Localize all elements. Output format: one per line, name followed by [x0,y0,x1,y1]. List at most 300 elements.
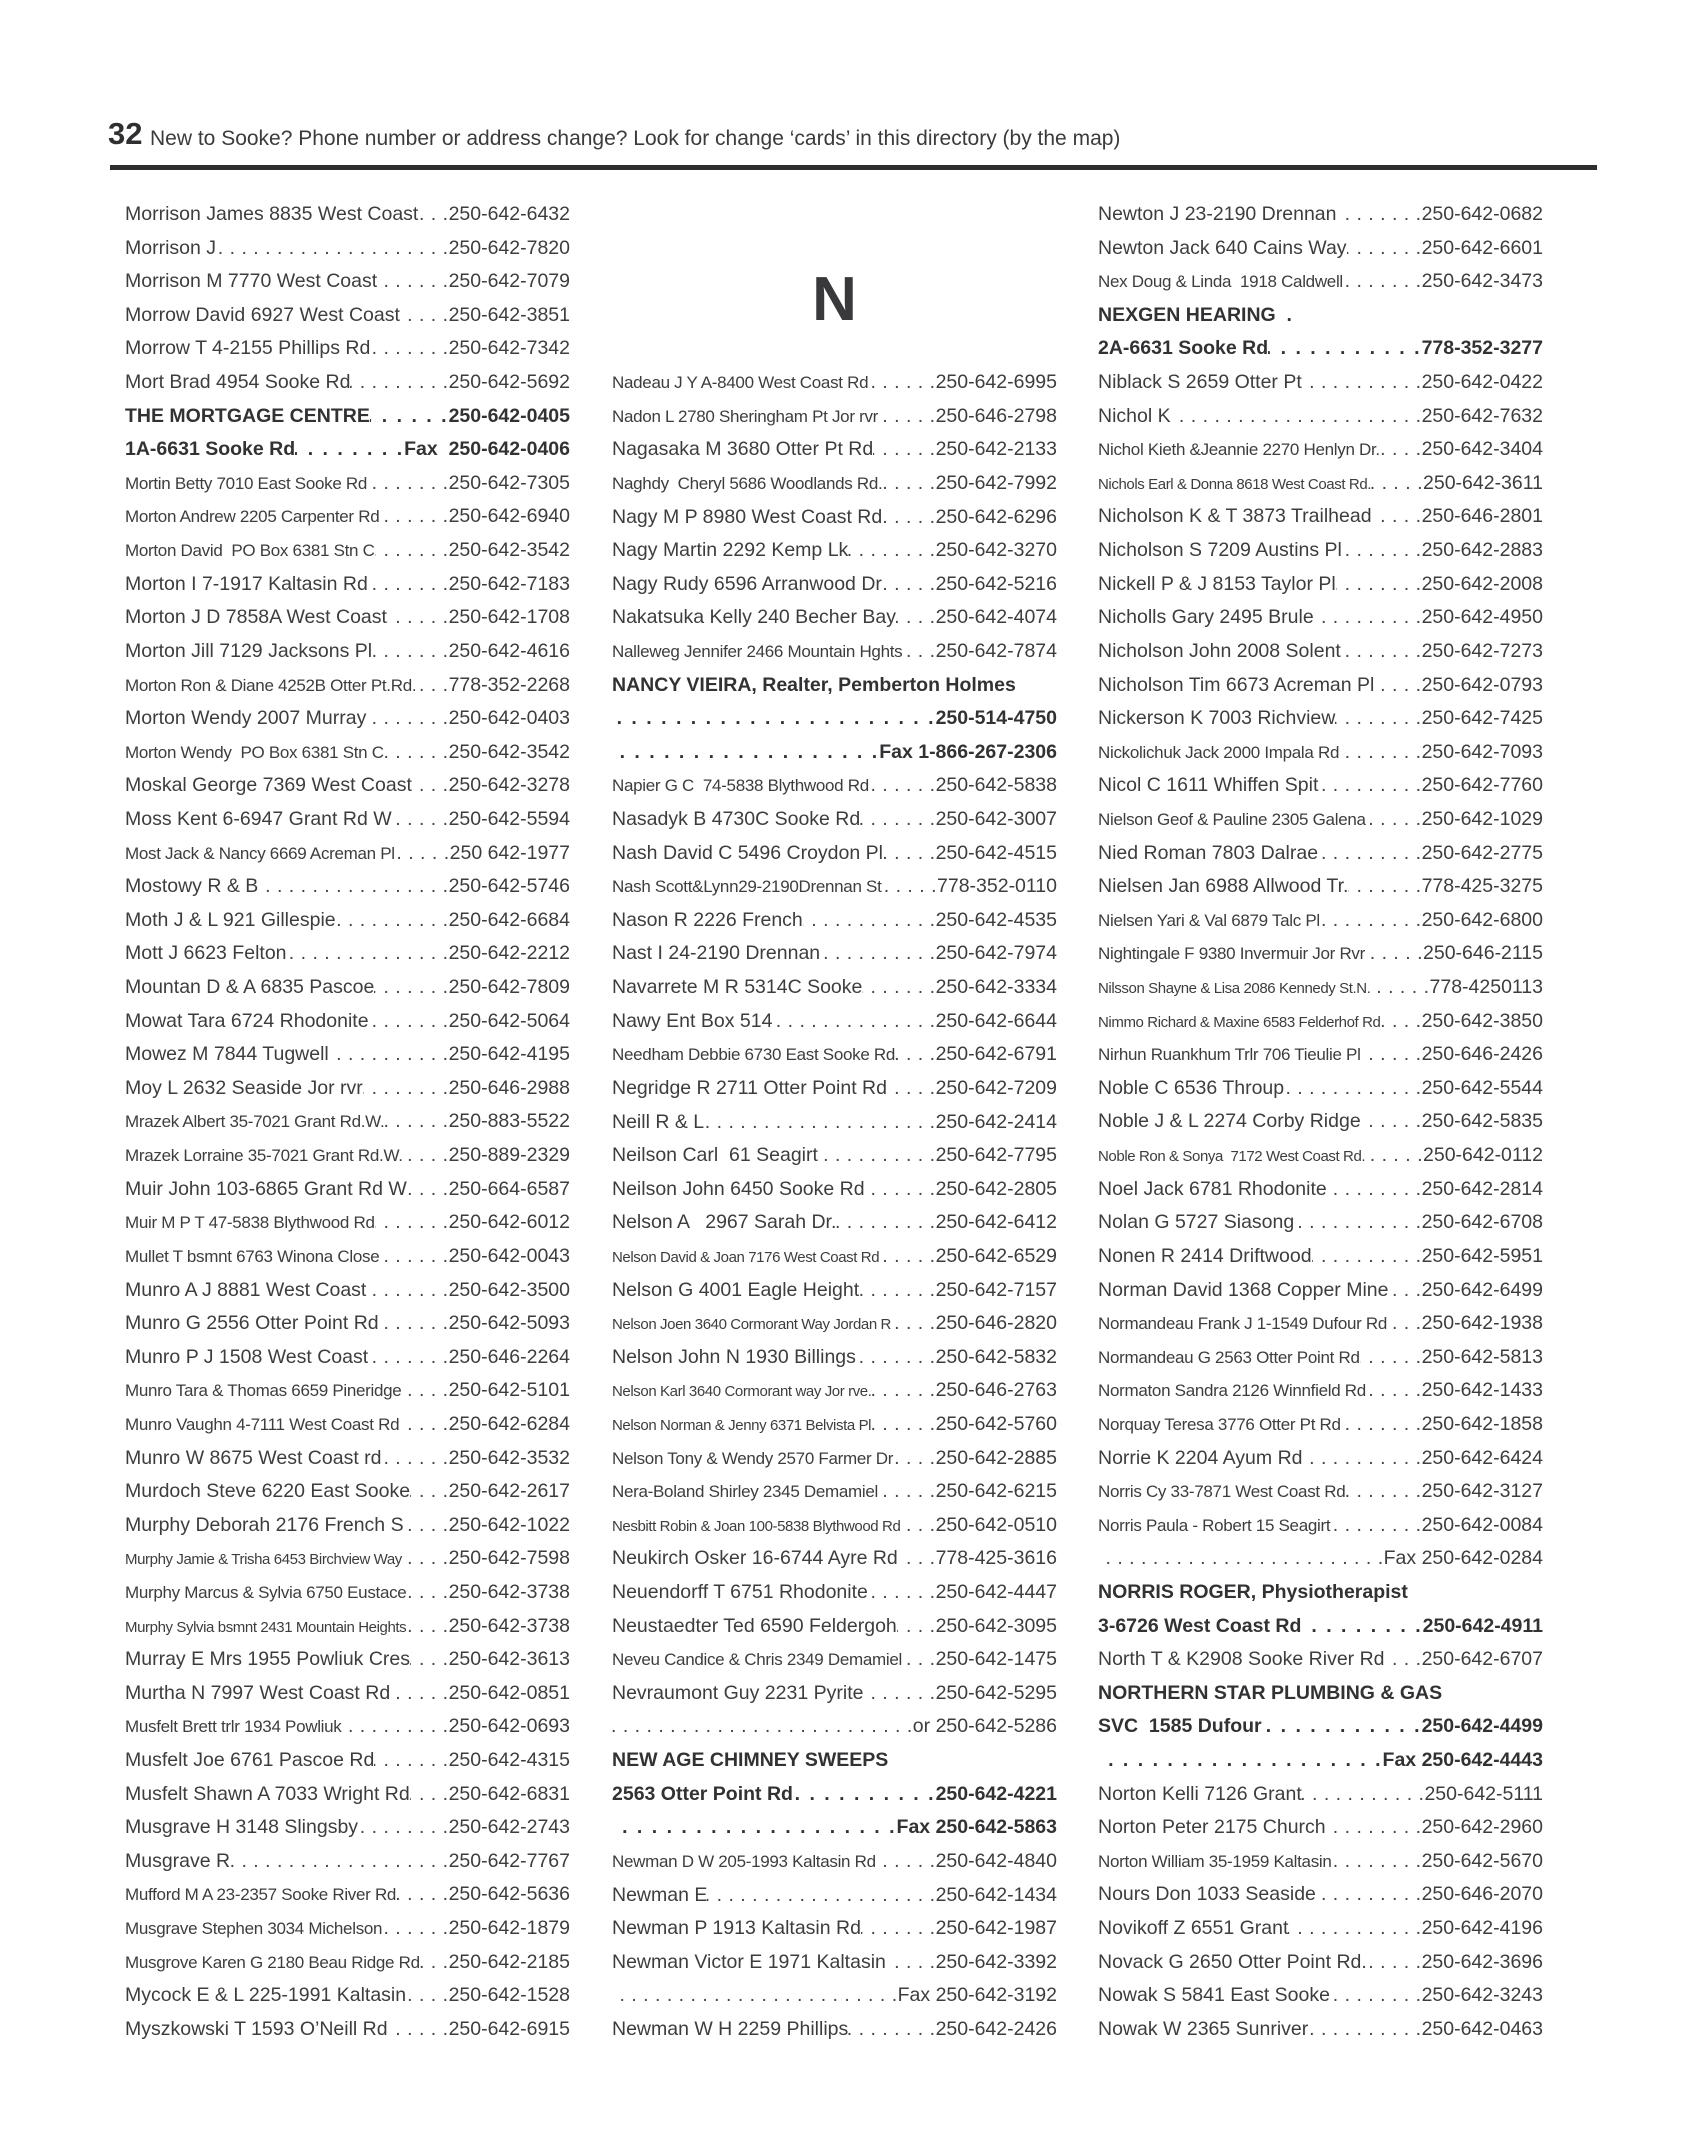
entry-name: 3-6726 West Coast Rd [1098,1614,1302,1637]
entry-name: Nightingale F 9380 Invermuir Jor Rvr [1098,944,1365,964]
dot-leader [882,875,937,898]
entry-phone: 250-642-0510 [935,1513,1057,1536]
entry-phone: 250-642-0112 [1423,1144,1543,1167]
directory-entry [125,337,570,371]
directory-entry [612,1144,1057,1178]
directory-entry [1098,808,1543,842]
directory-entry [612,875,1057,909]
entry-name: Mrazek Lorraine 35-7021 Grant Rd.W. [125,1146,403,1166]
entry-phone: 250-642-6215 [935,1480,1057,1503]
directory-entry [1098,1917,1543,1951]
directory-entry [125,539,570,573]
entry-phone: 250-642-1858 [1421,1412,1543,1435]
entry-phone: 250-642-3392 [935,1950,1057,1973]
dot-leader [367,472,449,495]
entry-phone: 250-642-2426 [935,2017,1057,2040]
entry-phone: 250-642-5064 [448,1009,570,1032]
directory-entry [612,808,1057,842]
directory-entry [125,1144,570,1178]
entry-name: Nickerson K 7003 Richview [1098,707,1336,730]
business-heading [612,674,1057,708]
entry-name: Muir M P T 47-5838 Blythwood Rd [125,1213,375,1233]
dot-leader [861,1917,936,1940]
entry-phone: 250-664-6587 [448,1177,570,1200]
entry-name: Mountan D & A 6835 Pascoe [125,976,375,999]
entry-phone: 250-642-3500 [448,1278,570,1301]
entry-phone: 250-642-1475 [935,1648,1057,1671]
directory-entry [612,1211,1057,1245]
dot-leader [370,337,448,360]
directory-entry [612,1312,1057,1346]
entry-phone: 250-642-4196 [1421,1917,1543,1940]
directory-entry [125,1850,570,1884]
entry-phone: 250-642-3851 [448,303,570,326]
entry-name: Morton Jill 7129 Jacksons Pl [125,639,373,662]
directory-entry [1098,237,1543,271]
entry-phone: 250-646-2820 [935,1312,1057,1335]
directory-entry [125,808,570,842]
page-number: 32 [108,116,143,151]
entry-phone: 250-642-6791 [935,1043,1057,1066]
entry-phone: 250-642-2814 [1421,1177,1543,1200]
directory-entry [125,371,570,405]
directory-entry [612,1480,1057,1514]
phone-continuation [612,1715,1057,1749]
dot-leader [379,1312,449,1335]
dot-leader [336,909,449,932]
directory-entry [612,1245,1057,1279]
dot-leader [1380,1010,1421,1033]
entry-phone: 250-642-2883 [1421,539,1543,562]
directory-entry [612,909,1057,943]
entry-phone: 250-883-5522 [448,1110,570,1133]
entry-name: Musgrove Karen G 2180 Beau Ridge Rd [125,1952,420,1972]
entry-phone: 250-642-3532 [448,1446,570,1469]
directory-entry [1098,573,1543,607]
entry-name: Noble C 6536 Throup [1098,1076,1285,1099]
entry-name: Nadeau J Y A-8400 West Coast Rd [612,373,869,393]
directory-entry [125,707,570,741]
directory-entry [125,1379,570,1413]
entry-name: Morrow T 4-2155 Phillips Rd [125,337,371,360]
entry-phone: 250-642-1879 [448,1917,570,1940]
dot-leader [883,842,936,865]
entry-phone: 250-642-0403 [448,707,570,730]
directory-entry [1098,1816,1543,1850]
directory-entry [612,573,1057,607]
directory-entry [1098,640,1543,674]
entry-name: Nielsen Jan 6988 Allwood Tr. [1098,875,1349,898]
dot-leader [1171,405,1422,428]
directory-entry [1098,505,1543,539]
directory-entry [612,1648,1057,1682]
directory-entry [612,472,1057,506]
directory-entry [1098,1110,1543,1144]
directory-entry [125,270,570,304]
dot-leader [374,976,448,999]
dot-leader [396,1883,448,1906]
directory-entry [612,1010,1057,1044]
entry-name: Nimmo Richard & Maxine 6583 Felderhof Rd [1098,1013,1381,1031]
directory-entry [125,1211,570,1245]
entry-name: Murphy Sylvia bsmnt 2431 Mountain Heights [125,1618,407,1636]
directory-entry [125,1816,570,1850]
dot-leader [869,774,936,797]
entry-phone: 250-642-2212 [448,942,570,965]
dot-leader [882,573,936,596]
dot-leader [612,1715,913,1738]
entry-name: Nash David C 5496 Croydon Pl [612,841,883,864]
dot-leader [382,1917,448,1940]
entry-name: Mostowy R & B [125,875,259,898]
directory-entry [612,371,1057,405]
entry-name: Newman Victor E 1971 Kaltasin [612,1950,886,1973]
entry-name: Nadon L 2780 Sheringham Pt Jor rvr [612,406,879,426]
entry-phone: 250-642-7305 [448,471,570,494]
entry-phone: 250-642-6684 [448,908,570,931]
entry-phone: 250-642-7598 [448,1547,570,1570]
dot-leader [865,1178,936,1201]
dot-leader [420,1951,449,1974]
entry-phone: 250-642-4221 [935,1782,1057,1805]
entry-name: Murtha N 7997 West Coast Rd [125,1681,391,1704]
directory-entry [125,942,570,976]
directory-entry [612,1917,1057,1951]
entry-name: Newman E [612,1883,708,1906]
entry-phone: 250-642-5832 [935,1345,1057,1368]
dot-leader [410,1648,449,1671]
entry-name: Munro W 8675 West Coast rd [125,1446,382,1469]
business-heading [1098,1581,1543,1615]
entry-name: Nirhun Ruankhum Trlr 706 Tieulie Pl [1098,1045,1361,1065]
dot-leader [1372,505,1422,528]
entry-name: Nagy Rudy 6596 Arranwood Dr [612,572,882,595]
dot-leader [1365,1144,1423,1167]
phone-prefix: Fax [896,1816,936,1839]
entry-name: 2563 Otter Point Rd [612,1782,793,1805]
dot-leader [1347,237,1422,260]
entry-phone: 250-642-2885 [935,1446,1057,1469]
dot-leader [612,1816,897,1839]
directory-entry [612,506,1057,540]
entry-phone: 250-642-3850 [1421,1009,1543,1032]
dot-leader [1098,1749,1383,1772]
entry-phone: 250-642-5111 [1424,1782,1543,1805]
entry-phone: 250-642-1708 [448,606,570,629]
dot-leader [879,1245,935,1268]
entry-name: Munro Tara & Thomas 6659 Pineridge [125,1381,402,1401]
entry-phone: 250-642-0693 [448,1715,570,1738]
entry-phone: 250-646-2115 [1423,942,1543,965]
entry-phone: 250-642-0406 [448,438,570,461]
entry-name: Nelson Norman & Jenny 6371 Belvista Pl [612,1416,872,1434]
entry-phone: 778-352-3277 [1421,337,1543,360]
dot-leader [1303,1447,1422,1470]
dot-leader [1341,640,1422,663]
entry-name: Murphy Marcus & Sylvia 6750 Eustace [125,1582,407,1602]
dot-leader [1342,539,1422,562]
directory-entry [1098,1346,1543,1380]
directory-entry [125,2018,570,2052]
directory-entry [125,842,570,876]
dot-leader [848,539,935,562]
entry-phone: 250-642-7157 [935,1278,1057,1301]
entry-name: North T & K2908 Sooke River Rd [1098,1648,1385,1671]
entry-phone: 778-425-3616 [935,1547,1057,1570]
entry-name: Mort Brad 4954 Sooke Rd [125,371,351,394]
directory-entry [612,438,1057,472]
dot-leader [372,640,448,663]
entry-phone: 250-642-7767 [448,1849,570,1872]
entry-phone: 250-642-4443 [1421,1749,1543,1772]
entry-phone: 250-642-6499 [1421,1278,1543,1301]
directory-entry [612,1850,1057,1884]
entry-phone: 250-642-1434 [935,1883,1057,1906]
dot-leader [860,808,935,831]
directory-entry [125,438,570,472]
entry-phone: 250-642-5746 [448,875,570,898]
entry-phone: 250-889-2329 [448,1144,570,1167]
directory-entry [1098,1413,1543,1447]
entry-name: Moss Kent 6-6947 Grant Rd W [125,807,392,830]
directory-entry [1098,1648,1543,1682]
directory-entry [1098,774,1543,808]
entry-name: 1A-6631 Sooke Rd [125,438,296,461]
entry-phone: 250-642-6432 [448,203,570,225]
directory-entry [1098,1850,1543,1884]
entry-phone: 250-642-1433 [1421,1379,1543,1402]
entry-phone: 250-642-5286 [935,1715,1057,1738]
entry-phone: 250-642-4911 [1422,1614,1543,1637]
dot-leader [230,1850,448,1873]
entry-phone: 250-642-0682 [1421,203,1543,225]
entry-phone: 250-642-7273 [1421,639,1543,662]
dot-leader [868,371,935,394]
dot-leader [368,573,449,596]
directory-entry [125,1413,570,1447]
directory-entry [125,1682,570,1716]
dot-leader [1294,1211,1421,1234]
entry-phone: 250-642-2743 [448,1816,570,1839]
directory-entry [125,1615,570,1649]
entry-phone: 250-642-7079 [448,270,570,293]
entry-name: Neukirch Osker 16-6744 Ayre Rd [612,1547,898,1570]
dot-leader [1098,1547,1384,1570]
dot-leader [387,606,449,629]
entry-phone: 250-642-7760 [1421,774,1543,797]
entry-phone: 250-642-3404 [1421,438,1543,461]
entry-name: Nex Doug & Linda 1918 Caldwell [1098,272,1343,292]
dot-leader [891,1312,936,1335]
entry-name: Moth J & L 921 Gillespie [125,908,336,931]
entry-name: Norton William 35-1959 Kaltasin [1098,1851,1332,1871]
entry-name: Newton J 23-2190 Drennan [1098,203,1337,225]
entry-name: Nasadyk B 4730C Sooke Rd [612,808,861,831]
dot-leader [404,1514,449,1537]
phone-continuation [612,741,1057,775]
dot-leader [902,1648,936,1671]
directory-entry [1098,1615,1543,1649]
dot-leader [369,1010,449,1033]
entry-name: Morton Andrew 2205 Carpenter Rd [125,507,380,527]
directory-entry [125,472,570,506]
dot-leader [882,506,935,529]
entry-phone: 250-642-0284 [1421,1547,1543,1570]
dot-leader [416,674,448,697]
entry-name: 2A-6631 Sooke Rd [1098,337,1269,360]
dot-leader [1318,774,1421,797]
entry-phone: 250-642-3738 [448,1614,570,1637]
entry-name: Normandeau G 2563 Otter Point Rd [1098,1347,1360,1367]
directory-entry [1098,1883,1543,1917]
entry-phone: 250-646-2798 [935,404,1057,427]
entry-name: Nicholson K & T 3873 Trailhead [1098,505,1372,528]
entry-phone: 250-642-2775 [1421,841,1543,864]
entry-name: NORRIS ROGER, Physiotherapist [1098,1580,1408,1603]
entry-name: Nevraumont Guy 2231 Pyrite [612,1681,864,1704]
dot-leader [848,2018,935,2041]
entry-name: Mowez M 7844 Tugwell [125,1043,329,1066]
entry-name: Nesbitt Robin & Joan 100-5838 Blythwood Rd [612,1517,901,1535]
directory-entry [125,909,570,943]
entry-name: NANCY VIEIRA, Realter, Pemberton Holmes [612,673,1016,696]
business-heading [612,1749,1057,1783]
directory-entry [612,1581,1057,1615]
dot-leader [1320,909,1422,932]
entry-phone: 250-642-0043 [448,1244,570,1267]
entry-phone: 250-642-2414 [935,1110,1057,1133]
entry-name: Nelson David & Joan 7176 West Coast Rd [612,1248,880,1266]
entry-phone: 250-646-2988 [448,1076,570,1099]
entry-name: Norton Kelli 7126 Grant [1098,1782,1302,1805]
entry-phone: 250-514-4750 [935,707,1057,730]
entry-phone: 250-642-5670 [1421,1849,1543,1872]
entry-name: Munro Vaughn 4-7111 West Coast Rd [125,1414,400,1434]
entry-phone: 250-642-0422 [1421,371,1543,394]
entry-name: Norris Cy 33-7871 West Coast Rd [1098,1482,1346,1502]
entry-name: Musfelt Shawn A 7033 Wright Rd [125,1782,410,1805]
entry-name: Nakatsuka Kelly 240 Becher Bay [612,606,896,629]
directory-entry [125,606,570,640]
entry-name: Moskal George 7369 West Coast [125,774,412,797]
dot-leader [402,1547,449,1570]
entry-phone: 250-642-1029 [1421,807,1543,830]
directory-entry [612,1111,1057,1145]
dot-leader [1326,1816,1422,1839]
dot-leader [410,1480,448,1503]
entry-phone: 250-646-2426 [1421,1043,1543,1066]
directory-entry [1098,1178,1543,1212]
entry-name: Nagy Martin 2292 Kemp Lk [612,539,849,562]
entry-name: Morton Ron & Diane 4252B Otter Pt.Rd. [125,675,417,695]
entry-phone: 250-642-5544 [1421,1076,1543,1099]
entry-phone: 250-642-5101 [448,1379,570,1402]
directory-entry [612,606,1057,640]
entry-name: Norris Paula - Robert 15 Seagirt [1098,1515,1331,1535]
directory-entry [1098,438,1543,472]
dot-leader [818,1144,936,1167]
entry-phone: 250-642-6296 [935,505,1057,528]
directory-entry [1098,1783,1543,1817]
entry-name: Nawy Ent Box 514 [612,1009,773,1032]
entry-phone: 250-642-5951 [1421,1244,1543,1267]
entry-name: Normandeau Frank J 1-1549 Dufour Rd [1098,1314,1388,1334]
entry-phone: 250-642-6707 [1421,1648,1543,1671]
entry-phone: 250-642-4447 [935,1581,1057,1604]
dot-leader [882,472,935,495]
entry-name: Nelson John N 1930 Billings [612,1345,856,1368]
entry-name: Mott J 6623 Felton [125,942,287,965]
entry-name: Negridge R 2711 Otter Point Rd [612,1076,887,1099]
directory-entry [612,1178,1057,1212]
entry-name: Newman W H 2259 Phillips [612,2017,849,2040]
entry-phone: 250-642-5594 [448,807,570,830]
entry-phone: 250-642-3542 [448,539,570,562]
entry-phone: 250-642-3611 [1423,471,1543,494]
entry-phone: 250-642-6412 [935,1211,1057,1234]
entry-phone: 250-642-6995 [935,371,1057,394]
entry-phone: 250-642-6012 [448,1211,570,1234]
entry-phone: 250-642-3278 [448,774,570,797]
entry-name: Nicol C 1611 Whiffen Spit [1098,774,1319,797]
entry-name: Norrie K 2204 Ayum Rd [1098,1446,1303,1469]
entry-name: Nagasaka M 3680 Otter Pt Rd [612,438,874,461]
directory-entry [612,1547,1057,1581]
entry-phone: 250-642-5216 [935,572,1057,595]
dot-leader [407,1178,449,1201]
dot-leader [1365,942,1423,965]
entry-name: Neuendorff T 6751 Rhodonite [612,1581,868,1604]
entry-name: SVC 1585 Dufour [1098,1715,1262,1738]
entry-phone: 250-646-2264 [448,1345,570,1368]
dot-leader [1371,472,1423,495]
entry-phone: 250-642-3127 [1421,1480,1543,1503]
entry-phone: 250-642-7093 [1421,740,1543,763]
directory-entry [612,1514,1057,1548]
directory-entry [125,1984,570,2018]
directory-entry [612,405,1057,439]
directory-entry [125,875,570,909]
entry-name: Morton J D 7858A West Coast [125,606,387,629]
entry-name: Niblack S 2659 Otter Pt [1098,371,1302,394]
entry-phone: 250-642-7632 [1421,404,1543,427]
entry-phone: 250-642-5093 [448,1312,570,1335]
directory-entry [1098,1043,1543,1077]
entry-phone: 250-642-4074 [935,606,1057,629]
dot-leader [896,606,936,629]
entry-phone: 250-642-7425 [1421,707,1543,730]
dot-leader [878,405,936,428]
phone-prefix: Fax [897,1984,936,2007]
header-tagline: New to Sooke? Phone number or address change? Look for change ‘cards’ in this directory (by the map) [150,127,1121,150]
entry-phone: 250-642-0084 [1421,1513,1543,1536]
entry-name: Myszkowski T 1593 O’Neill Rd [125,2017,388,2040]
directory-entry [1098,203,1543,237]
dot-leader [216,237,449,260]
directory-entry [1098,1211,1543,1245]
dot-leader [358,1816,449,1839]
entry-name: Munro A J 8881 West Coast [125,1278,367,1301]
dot-leader [374,1749,448,1772]
entry-name: Norman David 1368 Copper Mine [1098,1278,1389,1301]
entry-phone: 250-642-6800 [1421,908,1543,931]
phone-continuation [1098,1547,1543,1581]
dot-leader [803,909,936,932]
directory-entry [125,1715,570,1749]
directory-entry [1098,1279,1543,1313]
dot-leader [898,1547,936,1570]
entry-name: Moy L 2632 Seaside Jor rvr [125,1076,363,1099]
